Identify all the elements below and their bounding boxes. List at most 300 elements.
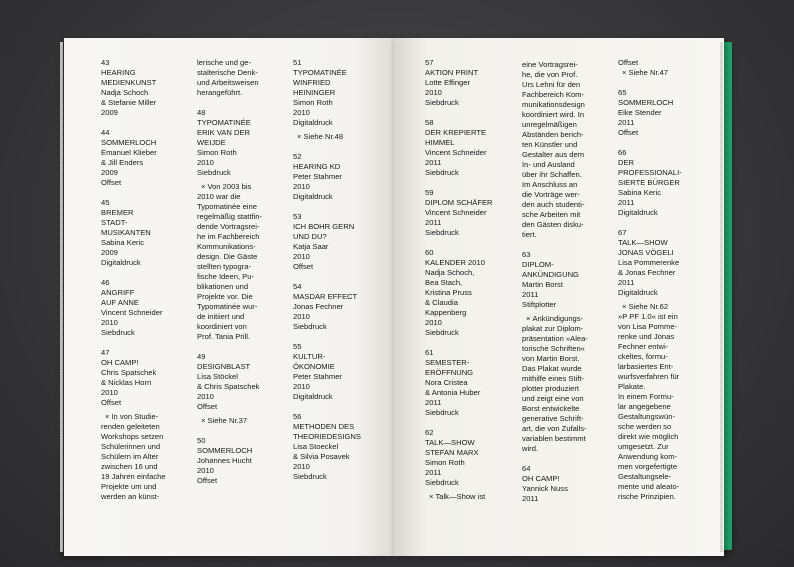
entry-technique: Digitaldruck [293, 192, 333, 201]
entry-author: Vincent Schneider [101, 308, 163, 317]
entry-note-line [425, 492, 493, 502]
entry-number: 63 [522, 250, 531, 259]
entry-note-line [197, 272, 262, 282]
entry-title: THEORIEDESIGNS [293, 432, 361, 441]
note-marker-icon: × [526, 314, 531, 323]
entry-number: 43 [101, 58, 110, 67]
continued-line: herangeführt. [197, 88, 243, 97]
entry-technique: Siebdruck [425, 328, 459, 337]
note-text: werden an künst- [101, 492, 160, 501]
continued-line: koordiniert wird. In [522, 110, 585, 119]
entry-number: 47 [101, 348, 110, 357]
entry-note-line [618, 362, 682, 372]
entry-author: Simon Roth [425, 458, 465, 467]
entry-title: MASDAR EFFECT [293, 292, 358, 301]
entry-author: Peter Stahmer [293, 172, 342, 181]
note-marker-icon: × [622, 302, 627, 311]
catalog-entry [618, 148, 682, 218]
entry-technique: Digitaldruck [293, 118, 333, 127]
entry-number: 46 [101, 278, 110, 287]
note-text: Das Plakat wurde [522, 364, 582, 373]
entry-year: 2010 [197, 466, 214, 475]
entry-technique: Offset [293, 262, 314, 271]
entry-note-line [522, 324, 588, 334]
entry-note-line [618, 322, 682, 332]
entry-note-line [197, 232, 262, 242]
entry-note-line [618, 392, 682, 402]
text-column-4 [425, 58, 493, 512]
entry-technique: Offset [101, 398, 122, 407]
entry-title: DIPLOM- [522, 260, 554, 269]
entry-title: HIMMEL [425, 138, 455, 147]
note-marker-icon: × [201, 416, 206, 425]
text-column-1 [101, 58, 166, 512]
catalog-entry [425, 348, 493, 418]
catalog-entry [197, 352, 262, 426]
entry-note-line [197, 182, 262, 192]
note-text: de initiiert und [197, 312, 245, 321]
entry-title: ICH BOHR GERN [293, 222, 355, 231]
entry-year: 2011 [425, 218, 442, 227]
entry-author: & Silvia Posavek [293, 452, 350, 461]
note-text: sche werden so [618, 422, 672, 431]
entry-year: 2010 [293, 108, 310, 117]
entry-title: DESIGNBLAST [197, 362, 251, 371]
entry-note-line [618, 342, 682, 352]
continued-line: über ihr Schaffen. [522, 170, 582, 179]
entry-note-line [522, 374, 588, 384]
entry-note-line [101, 432, 166, 442]
entry-year: 2011 [618, 118, 635, 127]
catalog-entry [425, 58, 493, 108]
note-text: 2010 war die [197, 192, 241, 201]
note-text: von Martin Borst. [522, 354, 580, 363]
entry-note-line [618, 432, 682, 442]
catalog-entry [197, 436, 262, 486]
entry-note-line [101, 492, 166, 502]
entry-title: ERÖFFNUNG [425, 368, 474, 377]
entry-title: WEIJDE [197, 138, 226, 147]
entry-number: 50 [197, 436, 206, 445]
note-text: Schülern im Alter [101, 452, 159, 461]
entry-year: 2009 [101, 248, 118, 257]
entry-author: Simon Roth [293, 98, 333, 107]
entry-technique: Siebdruck [425, 228, 459, 237]
note-text: Talk—Show ist [435, 492, 486, 501]
note-text: renke und Jonas [618, 332, 675, 341]
note-text: fische Ideen, Pu- [197, 272, 254, 281]
entry-technique: Siebdruck [101, 328, 135, 337]
entry-title: PROFESSIONALI- [618, 168, 682, 177]
note-text: he im Fachbereich [197, 232, 260, 241]
entry-note-line [618, 332, 682, 342]
entry-title: TYPOMATINÉE [293, 68, 347, 77]
continued-line: Im Anschluss an [522, 180, 578, 189]
entry-note-line [197, 282, 262, 292]
entry-number: 58 [425, 118, 434, 127]
catalog-entry [522, 250, 588, 454]
continued-line: munikationsdesign [522, 100, 585, 109]
entry-note-line [618, 452, 682, 462]
note-text: und zeigt eine von [522, 394, 584, 403]
note-text: Typomatinée wur- [197, 302, 258, 311]
entry-author: Emanuel Klieber [101, 148, 157, 157]
entry-year: 2010 [425, 88, 442, 97]
catalog-entry [293, 212, 361, 272]
entry-author: Johannes Hucht [197, 456, 252, 465]
catalog-entry [293, 282, 361, 332]
entry-number: 48 [197, 108, 206, 117]
note-text: renden geleiteten [101, 422, 160, 431]
note-text: mente und aleato- [618, 482, 680, 491]
entry-note-line [101, 482, 166, 492]
note-text: umgesetzt. Zur [618, 442, 669, 451]
entry-number: 62 [425, 428, 434, 437]
entry-note-line [197, 322, 262, 332]
entry-title: OH CAMP! [101, 358, 139, 367]
entry-technique: Siebdruck [425, 98, 459, 107]
entry-title: WINFRIED [293, 78, 331, 87]
note-text: generative Schrift- [522, 414, 584, 423]
entry-note-line [197, 212, 262, 222]
note-text: ckeltes, formu- [618, 352, 668, 361]
entry-note-line [197, 252, 262, 262]
note-text: direkt wie möglich [618, 432, 679, 441]
entry-author: Katja Saar [293, 242, 329, 251]
continued-text [522, 60, 588, 240]
entry-note-line [618, 482, 682, 492]
entry-author: Vincent Schneider [425, 148, 487, 157]
catalog-entry [293, 342, 361, 402]
note-text: präsentation »Alea- [522, 334, 588, 343]
page-stack-edge-right [720, 42, 723, 552]
entry-title: STADT- [101, 218, 128, 227]
entry-number: 66 [618, 148, 627, 157]
entry-title: DER KREPIERTE [425, 128, 487, 137]
note-text: zwischen 16 und [101, 462, 158, 471]
catalog-entry [618, 228, 682, 502]
entry-year: 2011 [425, 158, 442, 167]
entry-title: DER [618, 158, 635, 167]
continued-line: unregelmäßigen [522, 120, 577, 129]
note-text: Borst entwickelte [522, 404, 580, 413]
entry-number: 64 [522, 464, 531, 473]
entry-author: & Antonia Huber [425, 388, 481, 397]
continued-line: In- und Ausland [522, 160, 575, 169]
note-text: plakat zur Diplom- [522, 324, 584, 333]
note-text: art, die von Zufalls- [522, 424, 587, 433]
entry-number: 57 [425, 58, 434, 67]
catalog-entry [425, 428, 493, 502]
catalog-entry [101, 128, 166, 188]
entry-author: Nadja Schoch, [425, 268, 475, 277]
note-text: koordiniert von [197, 322, 247, 331]
entry-title: SOMMERLOCH [618, 98, 674, 107]
entry-year: 2011 [425, 398, 442, 407]
entry-note-line [618, 442, 682, 452]
continued-line: Urs Lehni für den [522, 80, 581, 89]
entry-note-line [101, 422, 166, 432]
catalog-entry [101, 348, 166, 502]
entry-year: 2010 [293, 462, 310, 471]
entry-author: Kristina Pruss [425, 288, 472, 297]
entry-year: 2010 [293, 182, 310, 191]
page-stack-edge-left [60, 42, 63, 552]
note-text: 19 Jahren einfache [101, 472, 166, 481]
continued-text [618, 58, 682, 78]
entry-technique: Digitaldruck [293, 392, 333, 401]
note-text: Kommunikations- [197, 242, 256, 251]
entry-title: STEFAN MARX [425, 448, 479, 457]
entry-author: Vincent Schneider [425, 208, 487, 217]
catalog-entry [425, 188, 493, 238]
continued-line: und Arbeitsweisen [197, 78, 259, 87]
catalog-entry [101, 278, 166, 338]
entry-note-line [618, 402, 682, 412]
entry-author: Sabina Keric [618, 188, 662, 197]
entry-number: 67 [618, 228, 627, 237]
entry-note-line [101, 462, 166, 472]
entry-note-line [522, 364, 588, 374]
entry-number: 54 [293, 282, 302, 291]
entry-year: 2010 [101, 318, 118, 327]
note-text: Siehe Nr.48 [303, 132, 344, 141]
entry-title: HEARING KD [293, 162, 341, 171]
entry-year: 2010 [293, 252, 310, 261]
note-marker-icon: × [201, 182, 206, 191]
entry-title: SOMMERLOCH [101, 138, 157, 147]
entry-note-line [522, 384, 588, 394]
entry-title: TALK—SHOW [618, 238, 668, 247]
entry-number: 44 [101, 128, 110, 137]
entry-author: & Stefanie Miller [101, 98, 157, 107]
entry-author: Chris Spatschek [101, 368, 157, 377]
entry-year: 2010 [101, 388, 118, 397]
entry-author: Lisa Stoeckel [293, 442, 339, 451]
entry-note-line [197, 202, 262, 212]
continued-line: Abständen berich- [522, 130, 584, 139]
continued-line: tiert. [522, 230, 537, 239]
entry-year: 2010 [197, 158, 214, 167]
catalog-entry [522, 464, 588, 504]
continued-line: den auch studenti- [522, 200, 585, 209]
entry-year: 2010 [197, 392, 214, 401]
entry-number: 61 [425, 348, 434, 357]
catalog-entry [425, 118, 493, 178]
entry-note-line [618, 492, 682, 502]
entry-author: Lisa Pommerenke [618, 258, 680, 267]
entry-note-line [522, 344, 588, 354]
continued-line: die Vorträge wer- [522, 190, 580, 199]
note-text: Typomatinée eine [197, 202, 257, 211]
entry-year: 2009 [101, 168, 118, 177]
entry-note-line [618, 472, 682, 482]
entry-note-line [522, 444, 588, 454]
entry-title: MEDIENKUNST [101, 78, 157, 87]
catalog-entry [197, 108, 262, 342]
entry-technique: Siebdruck [425, 168, 459, 177]
note-text: wird. [522, 444, 539, 453]
entry-year: 2010 [293, 382, 310, 391]
note-marker-icon: × [297, 132, 302, 141]
entry-note-line [197, 222, 262, 232]
entry-author: Kappenberg [425, 308, 467, 317]
entry-title: MUSIKANTEN [101, 228, 151, 237]
entry-author: Lisa Stöckel [197, 372, 238, 381]
entry-note-line [197, 292, 262, 302]
continued-line: lerische und ge- [197, 58, 252, 67]
note-text: variablen bestimmt [522, 434, 586, 443]
entry-author: Eike Stender [618, 108, 662, 117]
note-text: Gestaltungsele- [618, 472, 672, 481]
entry-note-line [522, 404, 588, 414]
note-marker-icon: × [105, 412, 110, 421]
entry-author: & Chris Spatschek [197, 382, 260, 391]
entry-number: 56 [293, 412, 302, 421]
entry-note-line [618, 422, 682, 432]
note-text: design. Die Gäste [197, 252, 258, 261]
catalog-entry [101, 198, 166, 268]
catalog-entry [293, 152, 361, 202]
note-marker-icon: × [622, 68, 627, 77]
entry-note-line [522, 334, 588, 344]
entry-author: Martin Borst [522, 280, 563, 289]
text-column-6 [618, 58, 682, 512]
note-text: Siehe Nr.62 [628, 302, 669, 311]
entry-title: HEININGER [293, 88, 336, 97]
entry-note-line [618, 462, 682, 472]
note-text: Workshops setzen [101, 432, 164, 441]
entry-technique: Digitaldruck [101, 258, 141, 267]
entry-title: ANKÜNDIGUNG [522, 270, 579, 279]
entry-number: 49 [197, 352, 206, 361]
note-text: In einem Formu- [618, 392, 674, 401]
entry-title: HEARING [101, 68, 136, 77]
entry-note-line [101, 442, 166, 452]
text-column-2 [197, 58, 262, 496]
entry-year: 2009 [101, 108, 118, 117]
entry-note-line [101, 412, 166, 422]
entry-number: 45 [101, 198, 110, 207]
entry-year: 2011 [425, 468, 442, 477]
entry-technique: Siebdruck [293, 322, 327, 331]
entry-note-line [197, 242, 262, 252]
entry-technique: Offset [101, 178, 122, 187]
entry-technique: Stiftplotter [522, 300, 557, 309]
entry-author: Lotte Effinger [425, 78, 471, 87]
note-text: Projekte um und [101, 482, 157, 491]
entry-title: TALK—SHOW [425, 438, 475, 447]
note-text: Fechner entwi- [618, 342, 669, 351]
catalog-entry [425, 248, 493, 338]
entry-number: 53 [293, 212, 302, 221]
catalog-entry [101, 58, 166, 118]
entry-note-line [618, 372, 682, 382]
entry-author: Yannick Nuss [522, 484, 568, 493]
note-text: Siehe Nr.37 [207, 416, 248, 425]
continued-line: stalterische Denk- [197, 68, 258, 77]
entry-author: Nora Cristea [425, 378, 468, 387]
note-text: »P PF 1.0« ist ein [618, 312, 678, 321]
entry-note-line [522, 414, 588, 424]
entry-year: 2011 [522, 290, 539, 299]
text-column-5 [522, 60, 588, 514]
continued-line: Fachbereich Kom- [522, 90, 585, 99]
entry-note-line [618, 382, 682, 392]
text-column-3 [293, 58, 361, 492]
note-text: Anwendung kom- [618, 452, 678, 461]
entry-year: 2011 [618, 198, 635, 207]
note-text: von Lisa Pomme- [618, 322, 678, 331]
note-text: Plakate. [618, 382, 646, 391]
entry-title: METHODEN DES [293, 422, 355, 431]
entry-title: DIPLOM SCHÄFER [425, 198, 493, 207]
entry-technique: Offset [197, 402, 218, 411]
entry-year: 2011 [618, 278, 635, 287]
note-text: plotter produziert [522, 384, 579, 393]
continued-line: Gestalter aus dem [522, 150, 585, 159]
entry-author: & Claudia [425, 298, 458, 307]
entry-year: 2010 [293, 312, 310, 321]
entry-author: Jonas Fechner [293, 302, 344, 311]
continued-line: sche Arbeiten mit [522, 210, 581, 219]
entry-author: & Jill Enders [101, 158, 144, 167]
entry-technique: Siebdruck [425, 478, 459, 487]
entry-title: JONAS VÖGELI [618, 248, 674, 257]
entry-title: AUF ANNE [101, 298, 139, 307]
entry-note-line [618, 352, 682, 362]
entry-title: KULTUR- [293, 352, 326, 361]
entry-note-line [293, 132, 361, 142]
entry-title: AKTION PRINT [425, 68, 479, 77]
entry-title: SOMMERLOCH [197, 446, 253, 455]
note-text: Prof. Tania Prill. [197, 332, 251, 341]
catalog-entry [293, 412, 361, 482]
continued-text [197, 58, 262, 98]
entry-note-line [101, 472, 166, 482]
entry-note-line [522, 394, 588, 404]
entry-note-line [197, 262, 262, 272]
continued-line: ten Künstler und [522, 140, 578, 149]
entry-note-line [197, 416, 262, 426]
note-marker-icon: × [429, 492, 434, 501]
entry-note-line [197, 332, 262, 342]
note-text: dende Vortragsrei- [197, 222, 260, 231]
note-text: lar angegebene [618, 402, 671, 411]
entry-author: Peter Stahmer [293, 372, 342, 381]
entry-title: ERIK VAN DER [197, 128, 251, 137]
entry-author: & Jonas Fechner [618, 268, 676, 277]
entry-author: Simon Roth [197, 148, 237, 157]
entry-note-line [197, 312, 262, 322]
entry-number: 60 [425, 248, 434, 257]
continued-line: he, die von Prof. [522, 70, 578, 79]
note-text: Ankündigungs- [532, 314, 584, 323]
entry-number: 65 [618, 88, 627, 97]
entry-technique: Offset [618, 128, 639, 137]
entry-note-line [522, 354, 588, 364]
note-text: rische Prinzipien. [618, 492, 676, 501]
catalog-entry [618, 88, 682, 138]
entry-title: SIERTE BÜRGER [618, 178, 680, 187]
entry-note-line [522, 434, 588, 444]
entry-note-line [522, 424, 588, 434]
entry-title: KALENDER 2010 [425, 258, 485, 267]
note-text: stellten typogra- [197, 262, 252, 271]
entry-technique: Siebdruck [197, 168, 231, 177]
entry-title: UND DU? [293, 232, 327, 241]
entry-note-line [197, 192, 262, 202]
